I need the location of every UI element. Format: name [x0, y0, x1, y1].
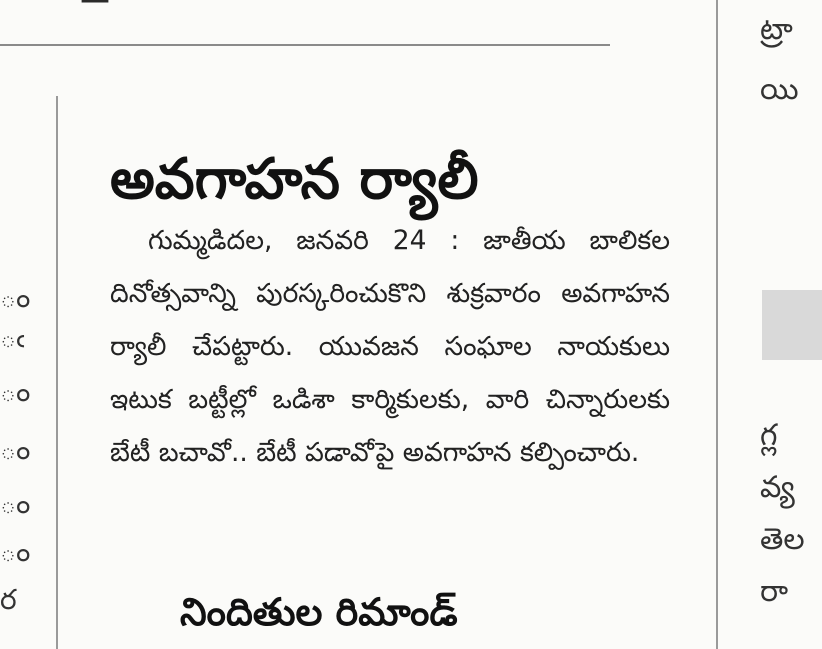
right-column-fragment: రా — [760, 574, 789, 609]
left-column-fragment: ఁ — [0, 321, 25, 354]
left-column-fragment: ం — [0, 375, 31, 408]
column-rule-left — [56, 96, 58, 649]
left-column-fragment: ం — [0, 433, 31, 466]
right-column-fragment: తెల — [760, 522, 805, 557]
next-article-headline: నిందితుల రిమాండ్ — [180, 590, 458, 634]
left-column-fragment: ం — [0, 535, 31, 568]
article-headline: అవగాహన ర్యాలీ — [110, 146, 479, 212]
left-column-fragment: ం — [0, 487, 31, 520]
section-divider — [0, 44, 610, 46]
right-column-fragment: వ్య — [760, 470, 795, 505]
article-body: గుమ్మడిదల, జనవరి 24 : జాతీయ బాలికల దినోత్సవాన్ని పురస్కరించుకొని శుక్రవారం అవగాహన ర్యాలీ చేపట్టారు. యువజన సంఘాల నాయకులు ఇటుక బట్టీల్లో ఒడిశా కార్మికులకు, వారి చిన్నారులకు బేటీ బచావో.. బేటీ పడావోపై అవగాహన కల్పించారు. — [110, 225, 670, 468]
left-column-fragment: ం — [0, 281, 31, 314]
right-column-fragment: యి — [760, 72, 799, 107]
right-column-fragment: గ్ల — [760, 418, 778, 453]
right-column-gray-box — [762, 290, 822, 360]
right-column-fragment: ట్రా — [760, 12, 793, 47]
previous-article-cut-text — [80, 0, 434, 17]
left-column-fragment: ర — [0, 583, 17, 616]
column-rule-right — [716, 0, 718, 649]
